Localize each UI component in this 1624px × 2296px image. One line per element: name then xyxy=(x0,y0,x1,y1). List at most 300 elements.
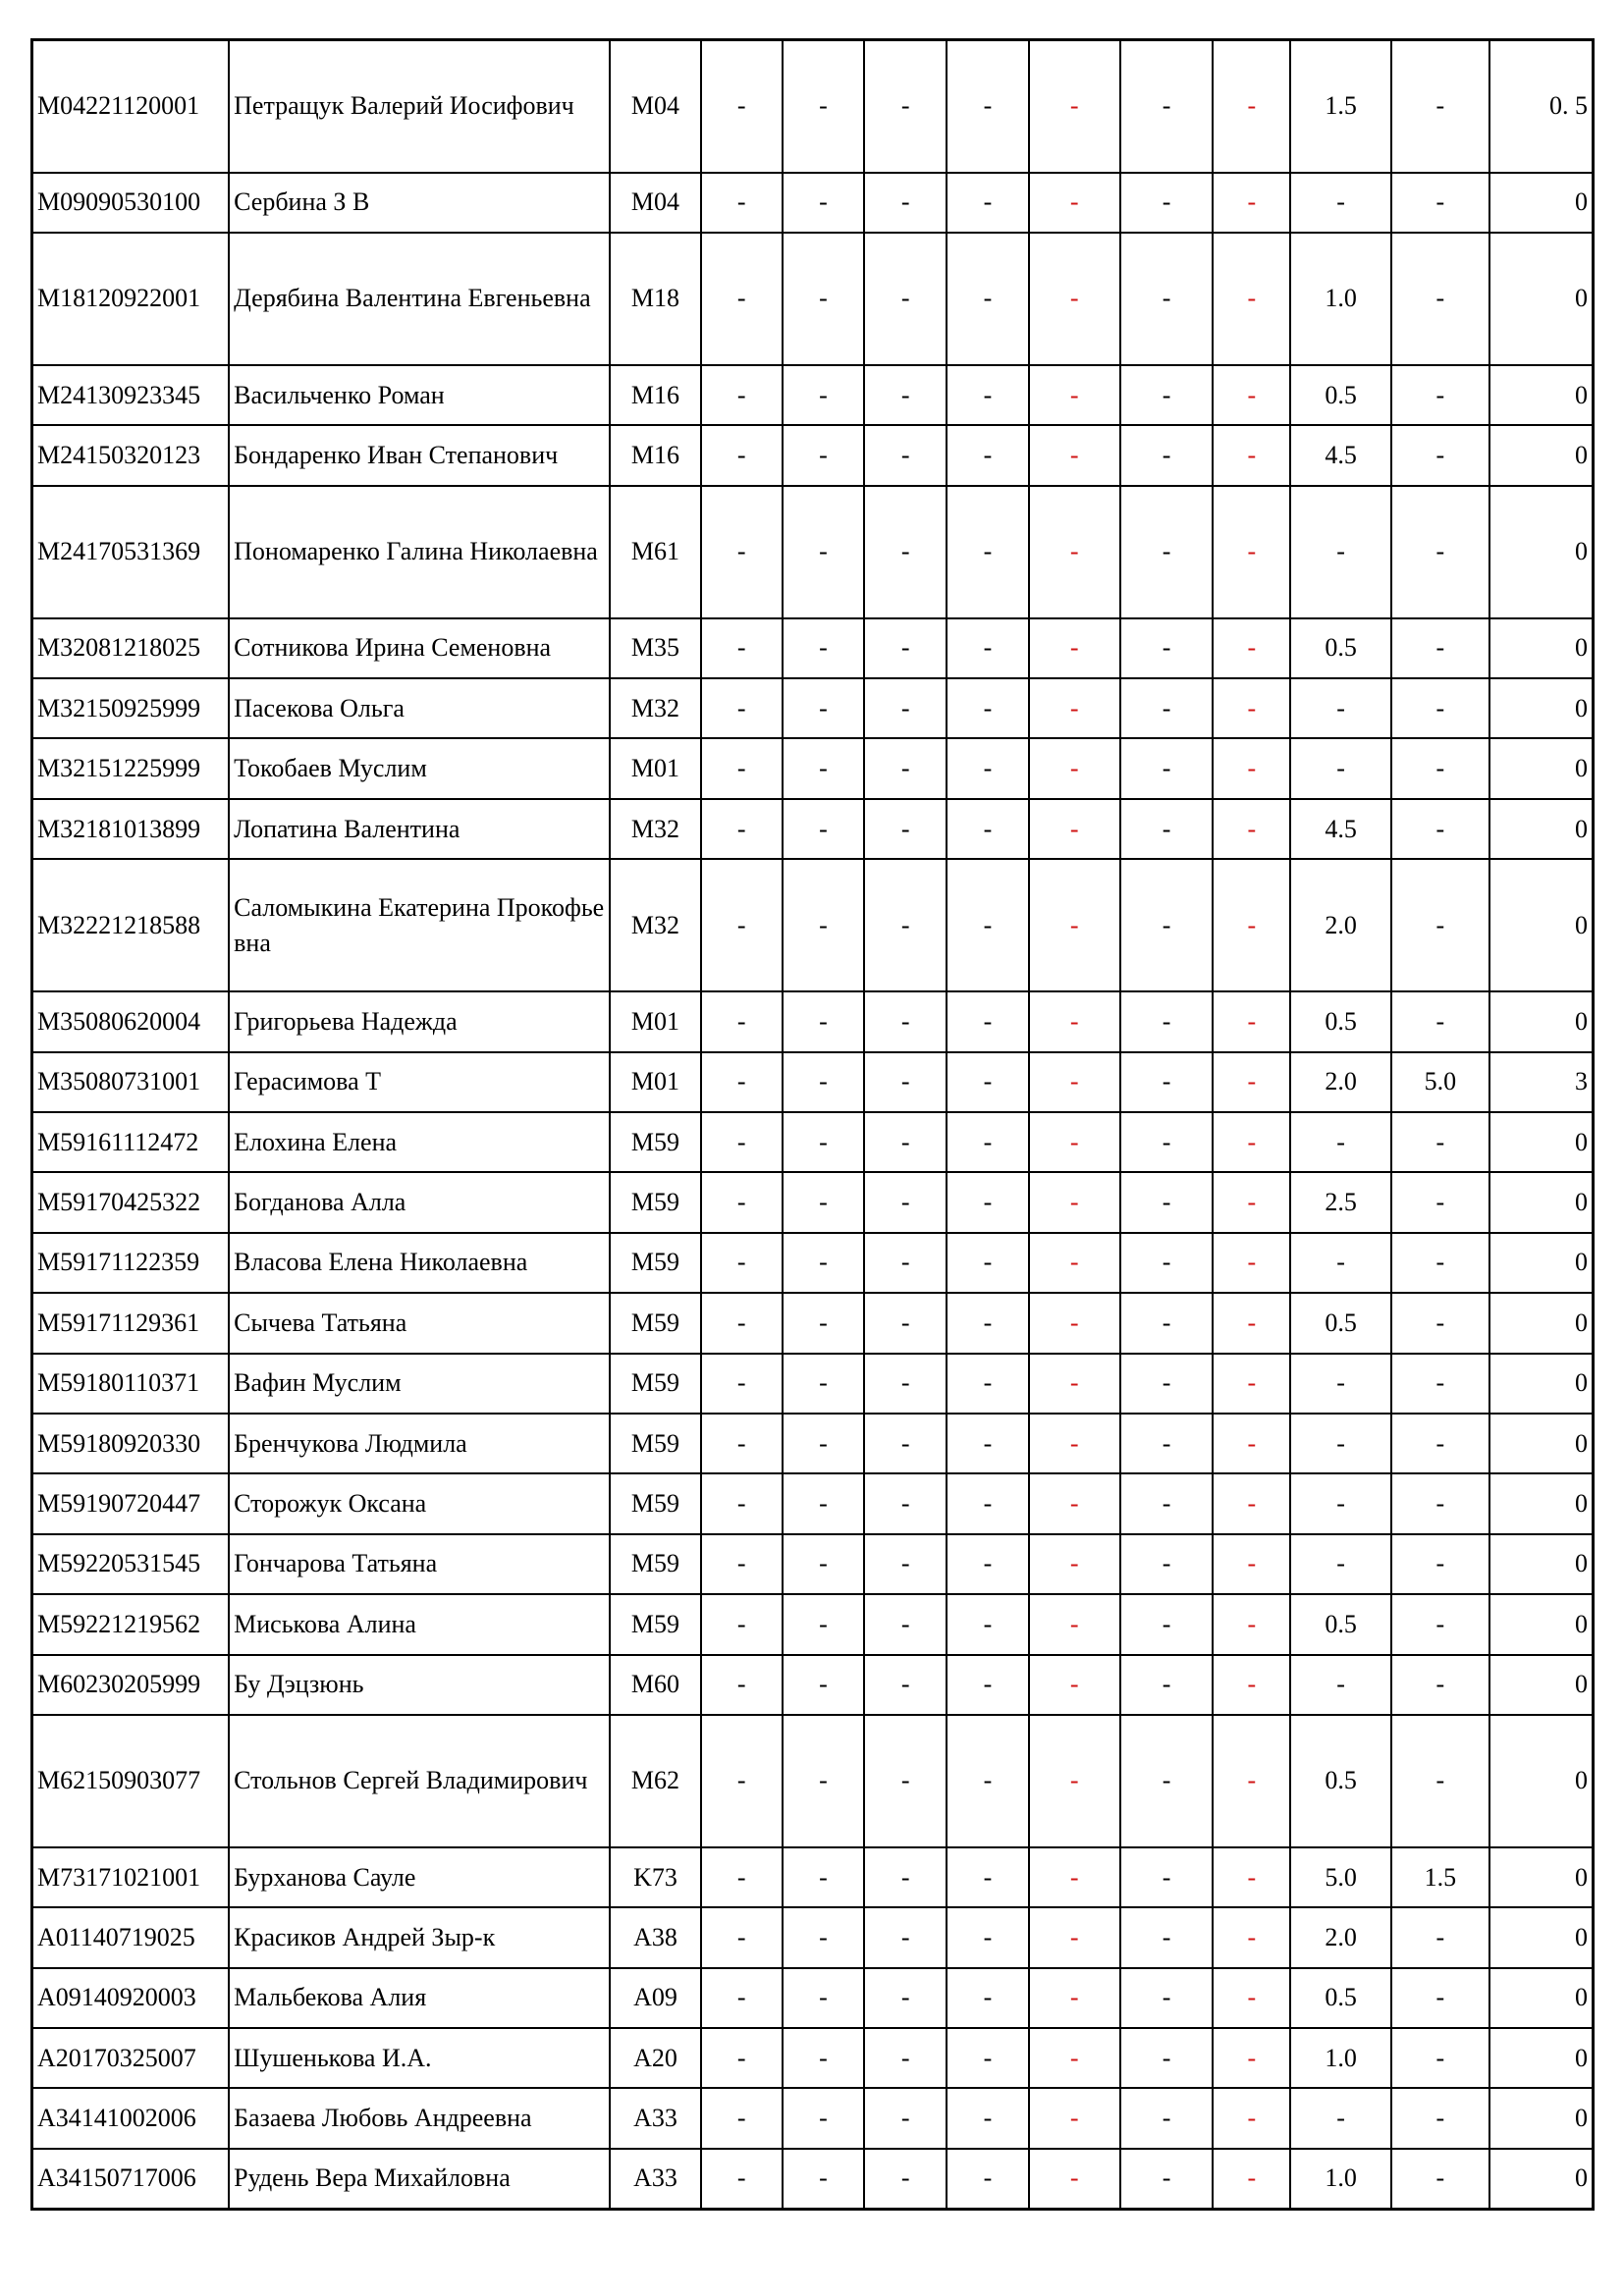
value-cell-6: - xyxy=(1120,40,1213,173)
value-cell-6: - xyxy=(1120,486,1213,618)
value-cell-9: - xyxy=(1391,2088,1489,2148)
value-cell-5: - xyxy=(1029,1233,1120,1293)
member-name-cell: Саломыкина Екатерина Прокофьевна xyxy=(229,859,610,991)
member-name-cell: Шушенькова И.А. xyxy=(229,2028,610,2088)
value-cell-4: - xyxy=(947,2088,1028,2148)
member-id-cell: M32221218588 xyxy=(32,859,230,991)
value-cell-5: - xyxy=(1029,1052,1120,1112)
value-cell-5: - xyxy=(1029,425,1120,485)
value-cell-6: - xyxy=(1120,678,1213,738)
branch-code-cell: A20 xyxy=(610,2028,700,2088)
value-cell-2: - xyxy=(783,1172,864,1232)
value-cell-3: - xyxy=(864,1968,947,2028)
member-id-cell: M59220531545 xyxy=(32,1534,230,1594)
value-cell-6: - xyxy=(1120,1715,1213,1847)
value-cell-9: - xyxy=(1391,1172,1489,1232)
value-cell-7: - xyxy=(1213,1293,1290,1353)
member-name-cell: Васильченко Роман xyxy=(229,365,610,425)
value-cell-7: - xyxy=(1213,1715,1290,1847)
total-cell: 0 xyxy=(1489,1534,1593,1594)
value-cell-6: - xyxy=(1120,1293,1213,1353)
value-cell-7: - xyxy=(1213,1354,1290,1414)
value-cell-1: - xyxy=(701,425,783,485)
value-cell-6: - xyxy=(1120,2088,1213,2148)
value-cell-1: - xyxy=(701,40,783,173)
total-cell: 0 xyxy=(1489,1655,1593,1715)
total-cell: 0 xyxy=(1489,1293,1593,1353)
value-cell-6: - xyxy=(1120,618,1213,678)
branch-code-cell: A33 xyxy=(610,2149,700,2209)
member-id-cell: M59161112472 xyxy=(32,1112,230,1172)
value-cell-2: - xyxy=(783,2088,864,2148)
member-id-cell: M24150320123 xyxy=(32,425,230,485)
value-cell-5: - xyxy=(1029,2088,1120,2148)
table-row xyxy=(32,173,1594,233)
value-cell-6: - xyxy=(1120,1414,1213,1473)
value-cell-7: - xyxy=(1213,1233,1290,1293)
value-cell-2: - xyxy=(783,233,864,365)
value-cell-1: - xyxy=(701,1473,783,1533)
table-row xyxy=(32,1233,1594,1293)
value-cell-2: - xyxy=(783,365,864,425)
value-cell-3: - xyxy=(864,486,947,618)
table-row xyxy=(32,859,1594,991)
branch-code-cell: M35 xyxy=(610,618,700,678)
value-cell-8: 2.5 xyxy=(1290,1172,1390,1232)
member-id-cell: A09140920003 xyxy=(32,1968,230,2028)
value-cell-5: - xyxy=(1029,1594,1120,1654)
value-cell-9: - xyxy=(1391,991,1489,1051)
branch-code-cell: M32 xyxy=(610,859,700,991)
value-cell-3: - xyxy=(864,1112,947,1172)
total-cell: 0 xyxy=(1489,1112,1593,1172)
member-name-cell: Дерябина Валентина Евгеньевна xyxy=(229,233,610,365)
value-cell-8: 0.5 xyxy=(1290,991,1390,1051)
value-cell-5: - xyxy=(1029,1414,1120,1473)
branch-code-cell: A09 xyxy=(610,1968,700,2028)
value-cell-1: - xyxy=(701,2088,783,2148)
member-id-cell: M04221120001 xyxy=(32,40,230,173)
value-cell-7: - xyxy=(1213,1172,1290,1232)
value-cell-7: - xyxy=(1213,1594,1290,1654)
table-row xyxy=(32,1473,1594,1533)
value-cell-2: - xyxy=(783,425,864,485)
value-cell-3: - xyxy=(864,1655,947,1715)
value-cell-9: 5.0 xyxy=(1391,1052,1489,1112)
value-cell-3: - xyxy=(864,1052,947,1112)
value-cell-4: - xyxy=(947,1594,1028,1654)
value-cell-8: - xyxy=(1290,738,1390,798)
value-cell-2: - xyxy=(783,1293,864,1353)
value-cell-1: - xyxy=(701,1907,783,1967)
value-cell-4: - xyxy=(947,1354,1028,1414)
value-cell-5: - xyxy=(1029,859,1120,991)
value-cell-7: - xyxy=(1213,425,1290,485)
value-cell-9: - xyxy=(1391,1112,1489,1172)
table-row xyxy=(32,2088,1594,2148)
branch-code-cell: M62 xyxy=(610,1715,700,1847)
total-cell: 0 xyxy=(1489,1414,1593,1473)
member-id-cell: M59180920330 xyxy=(32,1414,230,1473)
value-cell-9: - xyxy=(1391,40,1489,173)
value-cell-3: - xyxy=(864,1594,947,1654)
value-cell-1: - xyxy=(701,1594,783,1654)
total-cell: 0 xyxy=(1489,1473,1593,1533)
member-id-cell: M73171021001 xyxy=(32,1847,230,1907)
value-cell-8: 2.0 xyxy=(1290,1907,1390,1967)
member-id-cell: A34141002006 xyxy=(32,2088,230,2148)
member-name-cell: Токобаев Муслим xyxy=(229,738,610,798)
member-name-cell: Герасимова Т xyxy=(229,1052,610,1112)
value-cell-4: - xyxy=(947,486,1028,618)
value-cell-1: - xyxy=(701,1534,783,1594)
branch-code-cell: A38 xyxy=(610,1907,700,1967)
value-cell-5: - xyxy=(1029,991,1120,1051)
member-name-cell: Лопатина Валентина xyxy=(229,799,610,859)
member-name-cell: Бондаренко Иван Степанович xyxy=(229,425,610,485)
value-cell-2: - xyxy=(783,1847,864,1907)
branch-code-cell: M60 xyxy=(610,1655,700,1715)
value-cell-6: - xyxy=(1120,173,1213,233)
value-cell-5: - xyxy=(1029,1112,1120,1172)
value-cell-8: 1.0 xyxy=(1290,233,1390,365)
value-cell-6: - xyxy=(1120,1473,1213,1533)
value-cell-6: - xyxy=(1120,233,1213,365)
value-cell-5: - xyxy=(1029,40,1120,173)
total-cell: 0 xyxy=(1489,425,1593,485)
value-cell-7: - xyxy=(1213,859,1290,991)
value-cell-3: - xyxy=(864,40,947,173)
value-cell-1: - xyxy=(701,1968,783,2028)
value-cell-9: - xyxy=(1391,486,1489,618)
table-row xyxy=(32,1534,1594,1594)
value-cell-3: - xyxy=(864,233,947,365)
value-cell-8: - xyxy=(1290,1655,1390,1715)
branch-code-cell: M59 xyxy=(610,1534,700,1594)
branch-code-cell: M59 xyxy=(610,1414,700,1473)
member-name-cell: Стольнов Сергей Владимирович xyxy=(229,1715,610,1847)
value-cell-5: - xyxy=(1029,365,1120,425)
value-cell-9: - xyxy=(1391,618,1489,678)
value-cell-6: - xyxy=(1120,799,1213,859)
member-name-cell: Рудень Вера Михайловна xyxy=(229,2149,610,2209)
value-cell-8: 0.5 xyxy=(1290,1293,1390,1353)
total-cell: 0 xyxy=(1489,991,1593,1051)
value-cell-7: - xyxy=(1213,799,1290,859)
branch-code-cell: M16 xyxy=(610,365,700,425)
branch-code-cell: M61 xyxy=(610,486,700,618)
total-cell: 0 xyxy=(1489,618,1593,678)
value-cell-1: - xyxy=(701,1414,783,1473)
value-cell-6: - xyxy=(1120,1233,1213,1293)
value-cell-9: - xyxy=(1391,1233,1489,1293)
member-name-cell: Бурханова Сауле xyxy=(229,1847,610,1907)
value-cell-9: - xyxy=(1391,1907,1489,1967)
value-cell-4: - xyxy=(947,1715,1028,1847)
value-cell-8: 1.0 xyxy=(1290,2149,1390,2209)
value-cell-4: - xyxy=(947,2149,1028,2209)
value-cell-3: - xyxy=(864,1293,947,1353)
branch-code-cell: M59 xyxy=(610,1354,700,1414)
value-cell-5: - xyxy=(1029,173,1120,233)
value-cell-4: - xyxy=(947,1655,1028,1715)
value-cell-8: - xyxy=(1290,173,1390,233)
value-cell-7: - xyxy=(1213,618,1290,678)
member-name-cell: Сычева Татьяна xyxy=(229,1293,610,1353)
branch-code-cell: M04 xyxy=(610,173,700,233)
value-cell-5: - xyxy=(1029,1354,1120,1414)
value-cell-2: - xyxy=(783,678,864,738)
value-cell-3: - xyxy=(864,1534,947,1594)
table-row xyxy=(32,1847,1594,1907)
value-cell-4: - xyxy=(947,1172,1028,1232)
value-cell-5: - xyxy=(1029,799,1120,859)
value-cell-9: - xyxy=(1391,1534,1489,1594)
value-cell-8: - xyxy=(1290,678,1390,738)
member-id-cell: M35080731001 xyxy=(32,1052,230,1112)
value-cell-7: - xyxy=(1213,2028,1290,2088)
branch-code-cell: M59 xyxy=(610,1233,700,1293)
value-cell-3: - xyxy=(864,618,947,678)
value-cell-8: 4.5 xyxy=(1290,799,1390,859)
value-cell-5: - xyxy=(1029,1847,1120,1907)
value-cell-2: - xyxy=(783,618,864,678)
value-cell-5: - xyxy=(1029,738,1120,798)
table-row xyxy=(32,1968,1594,2028)
total-cell: 0 xyxy=(1489,738,1593,798)
value-cell-9: - xyxy=(1391,1354,1489,1414)
member-id-cell: M60230205999 xyxy=(32,1655,230,1715)
value-cell-2: - xyxy=(783,859,864,991)
value-cell-6: - xyxy=(1120,1907,1213,1967)
value-cell-1: - xyxy=(701,233,783,365)
table-row xyxy=(32,1172,1594,1232)
value-cell-6: - xyxy=(1120,2028,1213,2088)
member-id-cell: M09090530100 xyxy=(32,173,230,233)
member-name-cell: Григорьева Надежда xyxy=(229,991,610,1051)
branch-code-cell: M59 xyxy=(610,1293,700,1353)
value-cell-3: - xyxy=(864,1847,947,1907)
value-cell-2: - xyxy=(783,1715,864,1847)
value-cell-2: - xyxy=(783,1052,864,1112)
value-cell-9: - xyxy=(1391,678,1489,738)
value-cell-5: - xyxy=(1029,1172,1120,1232)
value-cell-2: - xyxy=(783,486,864,618)
value-cell-6: - xyxy=(1120,1052,1213,1112)
value-cell-6: - xyxy=(1120,1847,1213,1907)
value-cell-2: - xyxy=(783,2149,864,2209)
value-cell-5: - xyxy=(1029,1473,1120,1533)
value-cell-3: - xyxy=(864,1172,947,1232)
table-row xyxy=(32,2149,1594,2209)
value-cell-5: - xyxy=(1029,2028,1120,2088)
value-cell-8: 0.5 xyxy=(1290,365,1390,425)
member-name-cell: Сторожук Оксана xyxy=(229,1473,610,1533)
value-cell-3: - xyxy=(864,2088,947,2148)
table-row xyxy=(32,1715,1594,1847)
value-cell-6: - xyxy=(1120,991,1213,1051)
total-cell: 0 xyxy=(1489,365,1593,425)
member-name-cell: Базаева Любовь Андреевна xyxy=(229,2088,610,2148)
value-cell-7: - xyxy=(1213,486,1290,618)
member-id-cell: M18120922001 xyxy=(32,233,230,365)
member-name-cell: Богданова Алла xyxy=(229,1172,610,1232)
member-name-cell: Пономаренко Галина Николаевна xyxy=(229,486,610,618)
value-cell-3: - xyxy=(864,2028,947,2088)
value-cell-4: - xyxy=(947,425,1028,485)
value-cell-4: - xyxy=(947,233,1028,365)
member-id-cell: A01140719025 xyxy=(32,1907,230,1967)
value-cell-7: - xyxy=(1213,173,1290,233)
value-cell-1: - xyxy=(701,859,783,991)
table-row xyxy=(32,618,1594,678)
value-cell-2: - xyxy=(783,2028,864,2088)
value-cell-4: - xyxy=(947,1414,1028,1473)
total-cell: 0 xyxy=(1489,1354,1593,1414)
value-cell-4: - xyxy=(947,1112,1028,1172)
total-cell: 0 xyxy=(1489,1715,1593,1847)
value-cell-8: 0.5 xyxy=(1290,1715,1390,1847)
table-row xyxy=(32,425,1594,485)
value-cell-8: 0.5 xyxy=(1290,1968,1390,2028)
value-cell-7: - xyxy=(1213,233,1290,365)
value-cell-5: - xyxy=(1029,1534,1120,1594)
table-row xyxy=(32,799,1594,859)
value-cell-3: - xyxy=(864,1233,947,1293)
value-cell-5: - xyxy=(1029,233,1120,365)
value-cell-7: - xyxy=(1213,1847,1290,1907)
value-cell-1: - xyxy=(701,678,783,738)
value-cell-7: - xyxy=(1213,1534,1290,1594)
value-cell-1: - xyxy=(701,1847,783,1907)
value-cell-4: - xyxy=(947,1847,1028,1907)
member-id-cell: M59221219562 xyxy=(32,1594,230,1654)
value-cell-4: - xyxy=(947,365,1028,425)
value-cell-1: - xyxy=(701,1293,783,1353)
table-row xyxy=(32,1414,1594,1473)
table-row xyxy=(32,2028,1594,2088)
value-cell-2: - xyxy=(783,1112,864,1172)
value-cell-8: - xyxy=(1290,1473,1390,1533)
member-name-cell: Красиков Андрей Зыр-к xyxy=(229,1907,610,1967)
value-cell-6: - xyxy=(1120,1655,1213,1715)
branch-code-cell: M01 xyxy=(610,738,700,798)
value-cell-9: - xyxy=(1391,1968,1489,2028)
value-cell-9: - xyxy=(1391,1293,1489,1353)
value-cell-4: - xyxy=(947,678,1028,738)
value-cell-8: - xyxy=(1290,1112,1390,1172)
value-cell-6: - xyxy=(1120,1354,1213,1414)
value-cell-2: - xyxy=(783,173,864,233)
value-cell-1: - xyxy=(701,2028,783,2088)
value-cell-5: - xyxy=(1029,1293,1120,1353)
value-cell-2: - xyxy=(783,1354,864,1414)
value-cell-4: - xyxy=(947,1052,1028,1112)
value-cell-7: - xyxy=(1213,2149,1290,2209)
value-cell-2: - xyxy=(783,799,864,859)
value-cell-9: - xyxy=(1391,799,1489,859)
value-cell-4: - xyxy=(947,173,1028,233)
value-cell-4: - xyxy=(947,1534,1028,1594)
member-name-cell: Миськова Алина xyxy=(229,1594,610,1654)
value-cell-5: - xyxy=(1029,486,1120,618)
branch-code-cell: M59 xyxy=(610,1473,700,1533)
total-cell: 0 xyxy=(1489,678,1593,738)
table-row xyxy=(32,1655,1594,1715)
member-id-cell: M32150925999 xyxy=(32,678,230,738)
value-cell-4: - xyxy=(947,1473,1028,1533)
value-cell-6: - xyxy=(1120,1968,1213,2028)
value-cell-1: - xyxy=(701,1052,783,1112)
value-cell-1: - xyxy=(701,618,783,678)
members-table xyxy=(30,38,1595,2211)
branch-code-cell: M16 xyxy=(610,425,700,485)
member-name-cell: Бренчукова Людмила xyxy=(229,1414,610,1473)
member-name-cell: Бу Дэцзюнь xyxy=(229,1655,610,1715)
value-cell-3: - xyxy=(864,365,947,425)
value-cell-3: - xyxy=(864,1907,947,1967)
member-name-cell: Пасекова Ольга xyxy=(229,678,610,738)
total-cell: 0 xyxy=(1489,799,1593,859)
total-cell: 0 xyxy=(1489,1594,1593,1654)
value-cell-6: - xyxy=(1120,1534,1213,1594)
value-cell-5: - xyxy=(1029,1655,1120,1715)
branch-code-cell: M04 xyxy=(610,40,700,173)
value-cell-5: - xyxy=(1029,2149,1120,2209)
value-cell-2: - xyxy=(783,1473,864,1533)
value-cell-1: - xyxy=(701,173,783,233)
value-cell-1: - xyxy=(701,1715,783,1847)
table-row xyxy=(32,991,1594,1051)
value-cell-8: 0.5 xyxy=(1290,618,1390,678)
value-cell-1: - xyxy=(701,2149,783,2209)
value-cell-8: - xyxy=(1290,2088,1390,2148)
total-cell: 0 xyxy=(1489,1172,1593,1232)
total-cell: 0 xyxy=(1489,1847,1593,1907)
value-cell-6: - xyxy=(1120,1172,1213,1232)
total-cell: 0 xyxy=(1489,173,1593,233)
value-cell-3: - xyxy=(864,1414,947,1473)
member-id-cell: M59180110371 xyxy=(32,1354,230,1414)
value-cell-4: - xyxy=(947,1293,1028,1353)
value-cell-9: - xyxy=(1391,425,1489,485)
value-cell-4: - xyxy=(947,1968,1028,2028)
value-cell-1: - xyxy=(701,738,783,798)
total-cell: 0 xyxy=(1489,1233,1593,1293)
value-cell-2: - xyxy=(783,40,864,173)
branch-code-cell: M32 xyxy=(610,678,700,738)
value-cell-8: 1.5 xyxy=(1290,40,1390,173)
value-cell-2: - xyxy=(783,1655,864,1715)
value-cell-7: - xyxy=(1213,1968,1290,2028)
value-cell-7: - xyxy=(1213,1414,1290,1473)
value-cell-5: - xyxy=(1029,1968,1120,2028)
value-cell-9: - xyxy=(1391,1715,1489,1847)
total-cell: 0 xyxy=(1489,233,1593,365)
value-cell-5: - xyxy=(1029,618,1120,678)
table-body xyxy=(32,40,1594,2210)
value-cell-7: - xyxy=(1213,991,1290,1051)
value-cell-9: - xyxy=(1391,1414,1489,1473)
member-id-cell: M62150903077 xyxy=(32,1715,230,1847)
member-id-cell: M59171122359 xyxy=(32,1233,230,1293)
member-id-cell: M35080620004 xyxy=(32,991,230,1051)
total-cell: 0 xyxy=(1489,1907,1593,1967)
value-cell-8: 4.5 xyxy=(1290,425,1390,485)
value-cell-9: - xyxy=(1391,859,1489,991)
value-cell-4: - xyxy=(947,2028,1028,2088)
value-cell-2: - xyxy=(783,1233,864,1293)
